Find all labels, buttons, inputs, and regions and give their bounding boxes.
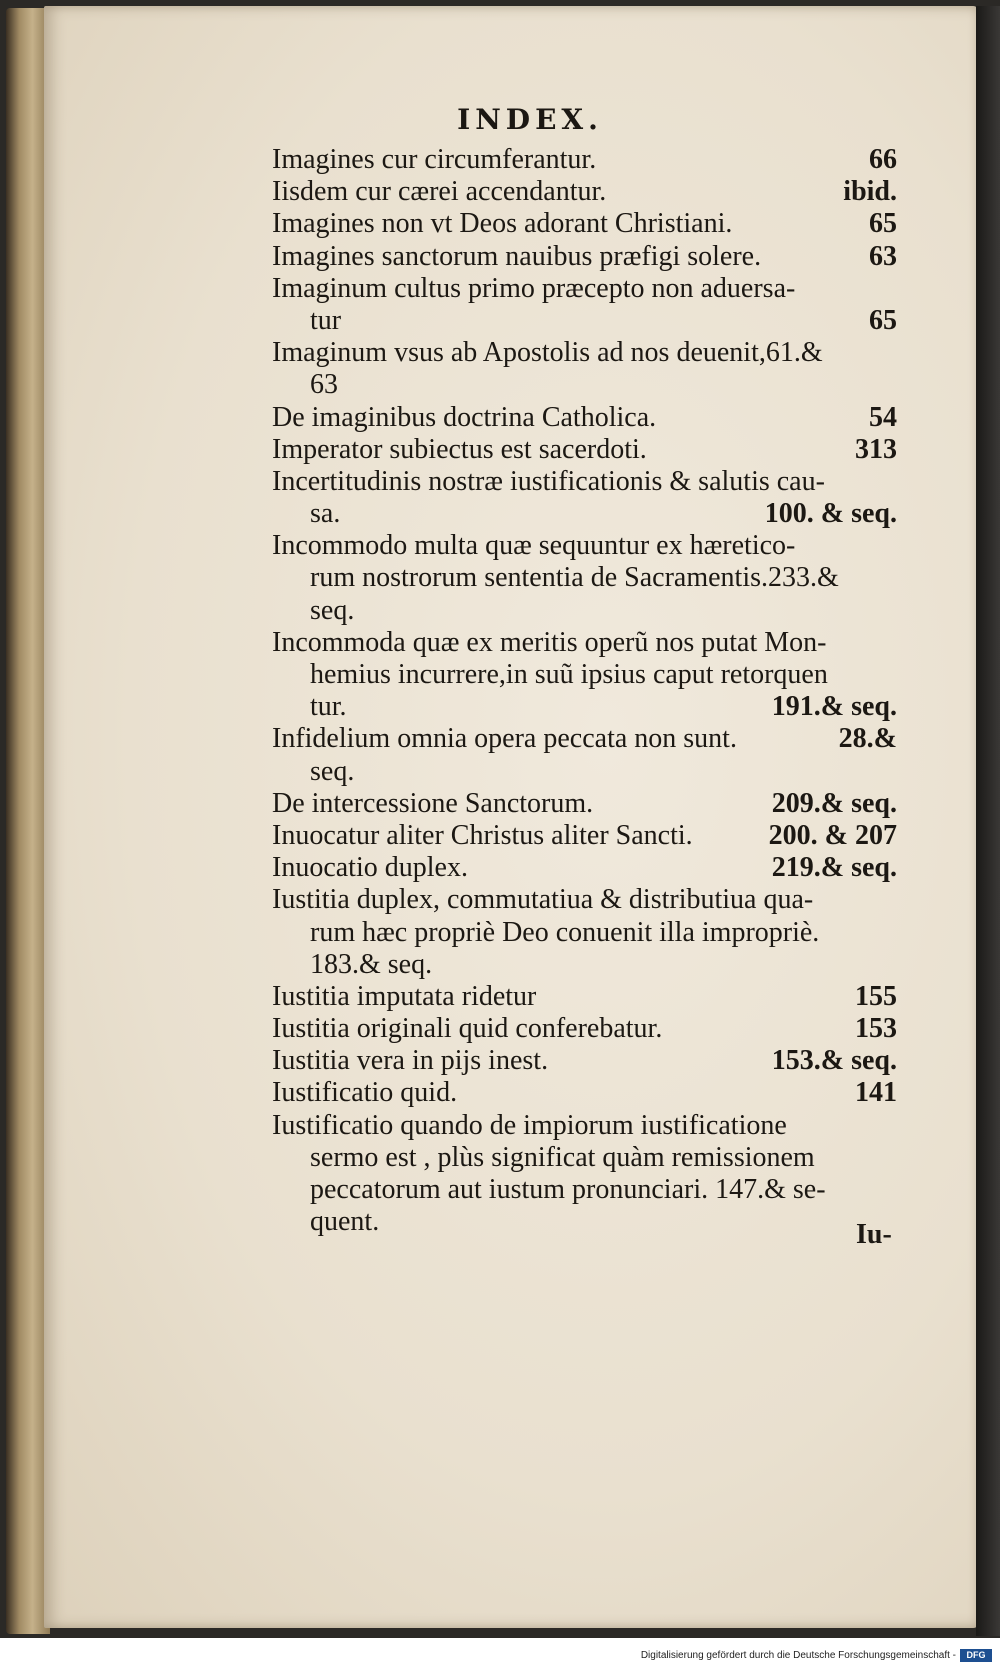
entry-text: rum nostrorum sententia de Sacramentis.233.& — [310, 562, 839, 594]
entry-text: Incommoda quæ ex meritis operũ nos putat Mon- — [272, 626, 827, 658]
page-reference: ibid. — [843, 176, 897, 208]
entry-line — [272, 1110, 897, 1142]
entry-text: seq. — [310, 755, 355, 787]
entry-text: quent. — [310, 1206, 380, 1238]
index-entry — [272, 434, 897, 466]
entry-continuation-line — [272, 498, 897, 530]
footer-credit: Digitalisierung gefördert durch die Deutsche Forschungsgemeinschaft - — [640, 1650, 956, 1661]
index-entry — [272, 723, 897, 787]
entry-continuation-line — [272, 1174, 897, 1206]
page-reference: 219.& seq. — [771, 852, 897, 884]
index-entry — [272, 241, 897, 273]
entry-continuation-line — [272, 305, 897, 337]
index-entries — [272, 144, 897, 1238]
entry-continuation-line — [272, 949, 897, 981]
page-reference: 100. & seq. — [764, 498, 897, 530]
entry-line — [272, 852, 897, 884]
entry-line — [272, 402, 897, 434]
entry-text: Imaginum vsus ab Apostolis ad nos deuenit,61.& — [272, 337, 823, 369]
entry-continuation-line — [272, 1206, 897, 1238]
page-reference: 65 — [869, 208, 897, 240]
entry-text: hemius incurrere,in suũ ipsius caput retorquen — [310, 659, 828, 690]
index-entry — [272, 788, 897, 820]
page-reference: 28.& — [838, 723, 897, 755]
page-reference: 63 — [869, 240, 897, 272]
entry-continuation-line — [272, 691, 897, 723]
entry-continuation-line — [272, 1142, 897, 1174]
page-reference: 191.& seq. — [771, 691, 897, 723]
entry-text: peccatorum aut iustum pronunciari. 147.& se- — [310, 1174, 826, 1205]
entry-line — [272, 1013, 897, 1045]
page-right-shadow — [976, 6, 1000, 1636]
dfg-logo-badge: DFG — [960, 1649, 992, 1662]
page-reference: 313 — [855, 433, 897, 465]
entry-text: Inuocatio duplex. — [272, 852, 468, 884]
entry-text: sermo est , plùs significat quàm remissionem — [310, 1141, 815, 1173]
entry-text: Imagines non vt Deos adorant Christiani. — [272, 208, 733, 240]
index-entry — [272, 1045, 897, 1077]
entry-line — [272, 820, 897, 852]
entry-continuation-line — [272, 917, 897, 949]
catchword: Iu- — [856, 1219, 892, 1250]
entry-line — [272, 530, 897, 562]
entry-line — [272, 788, 897, 820]
entry-line — [272, 208, 897, 240]
entry-line — [272, 273, 897, 305]
index-entry — [272, 273, 897, 337]
index-entry — [272, 208, 897, 240]
entry-text: Incommodo multa quæ sequuntur ex hæretico- — [272, 530, 796, 562]
page-reference: 155 — [855, 980, 897, 1012]
page-reference: 153 — [855, 1013, 897, 1045]
entry-text: sa. — [310, 498, 341, 530]
entry-continuation-line — [272, 595, 897, 627]
entry-text: Iustificatio quando de impiorum iustificatione — [272, 1109, 787, 1141]
page-reference: 141 — [855, 1077, 897, 1109]
index-entry — [272, 820, 897, 852]
index-entry — [272, 337, 897, 401]
index-entry — [272, 981, 897, 1013]
page-reference: 65 — [869, 304, 897, 336]
entry-text: 183.& seq. — [310, 948, 433, 980]
page-reference: 66 — [869, 144, 897, 175]
index-entry — [272, 144, 897, 176]
entry-continuation-line — [272, 659, 897, 691]
entry-text: Inuocatur aliter Christus aliter Sancti. — [272, 819, 693, 851]
entry-line — [272, 981, 897, 1013]
entry-text: Iustitia imputata ridetur — [272, 980, 537, 1012]
entry-line — [272, 176, 897, 208]
index-entry — [272, 466, 897, 530]
entry-text: Imperator subiectus est sacerdoti. — [272, 433, 647, 465]
entry-text: tur — [310, 304, 342, 336]
index-entry — [272, 176, 897, 208]
index-entry — [272, 852, 897, 884]
entry-text: Iustificatio quid. — [272, 1077, 458, 1109]
entry-text: Infidelium omnia opera peccata non sunt. — [272, 723, 737, 755]
entry-continuation-line — [272, 562, 897, 594]
page-reference: 54 — [869, 401, 897, 433]
entry-text: Iisdem cur cærei accendantur. — [272, 176, 607, 208]
page-title: INDEX. — [457, 103, 603, 136]
index-entry — [272, 1077, 897, 1109]
entry-line — [272, 337, 897, 369]
entry-line — [272, 434, 897, 466]
entry-text: rum hæc propriè Deo conuenit illa impropriè. — [310, 916, 820, 948]
index-entry — [272, 1110, 897, 1239]
entry-text: De imaginibus doctrina Catholica. — [272, 401, 657, 433]
entry-text: Imaginum cultus primo præcepto non aduersa- — [272, 272, 796, 304]
entry-text: seq. — [310, 594, 355, 626]
entry-line — [272, 884, 897, 916]
entry-continuation-line — [272, 756, 897, 788]
entry-text: Imagines cur circumferantur. — [272, 144, 597, 175]
entry-text: Imagines sanctorum nauibus præfigi solere. — [272, 240, 762, 272]
entry-text: Iustitia vera in pijs inest. — [272, 1045, 549, 1077]
entry-line — [272, 1077, 897, 1109]
index-entry — [272, 530, 897, 627]
entry-line — [272, 627, 897, 659]
entry-text: Incertitudinis nostræ iustificationis & salutis cau- — [272, 465, 825, 497]
entry-text: Iustitia duplex, commutatiua & distributiua qua- — [272, 884, 814, 916]
entry-text: Iustitia originali quid conferebatur. — [272, 1013, 663, 1045]
index-entry — [272, 627, 897, 724]
entry-text: De intercessione Sanctorum. — [272, 787, 594, 819]
index-entry — [272, 402, 897, 434]
entry-line — [272, 144, 897, 176]
entry-line — [272, 466, 897, 498]
index-entry — [272, 884, 897, 981]
entry-text: 63 — [310, 369, 338, 401]
entry-line — [272, 1045, 897, 1077]
entry-line — [272, 241, 897, 273]
page-reference: 200. & 207 — [768, 819, 897, 851]
entry-continuation-line — [272, 369, 897, 401]
page-reference: 209.& seq. — [771, 787, 897, 819]
entry-line — [272, 723, 897, 755]
entry-text: tur. — [310, 691, 347, 723]
index-entry — [272, 1013, 897, 1045]
page-reference: 153.& seq. — [771, 1045, 897, 1077]
